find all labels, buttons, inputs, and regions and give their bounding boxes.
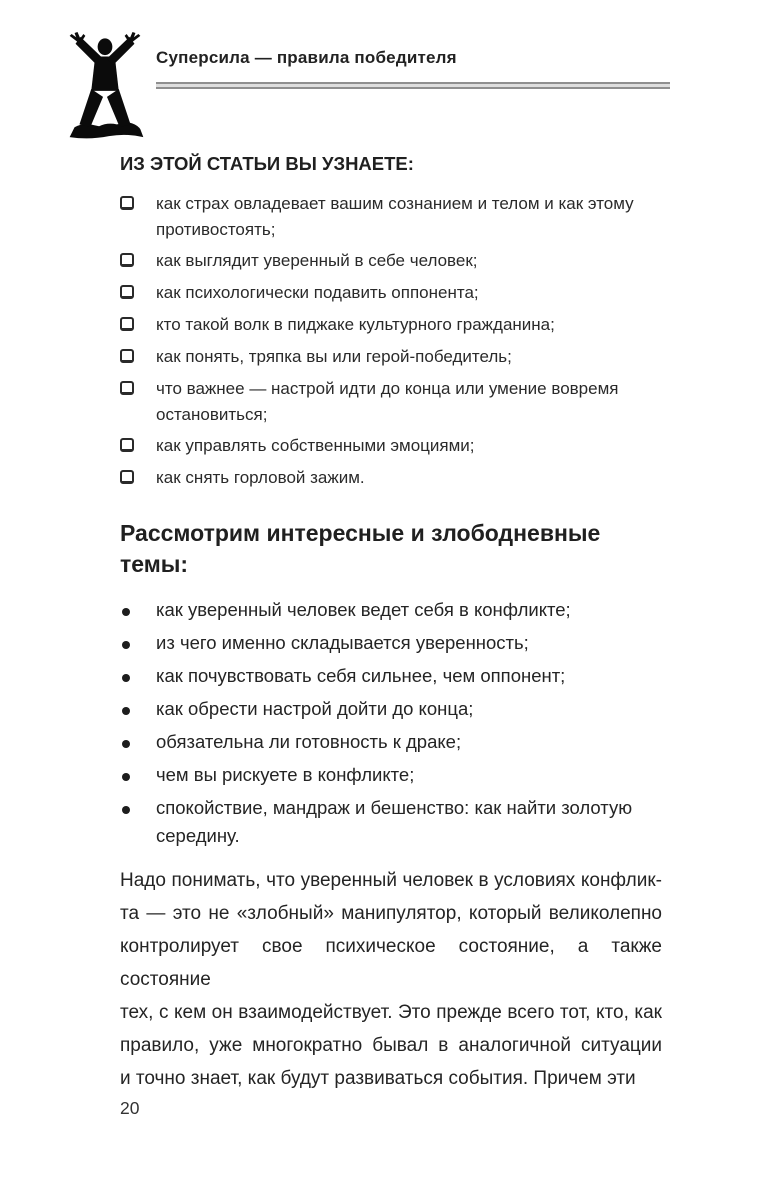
bullet-item-text: чем вы рискуете в конфликте; (156, 764, 415, 785)
checklist-item-text: как снять горловой зажим. (156, 468, 365, 487)
page-content (120, 153, 662, 1095)
paragraph-line: правило, уже многократно бывал в аналогичной ситуации (120, 1035, 662, 1056)
bullet-dot-icon (120, 662, 156, 690)
bullet-list-item (120, 662, 662, 690)
bullet-list-item (120, 728, 662, 756)
bullet-dot-icon (120, 629, 156, 657)
bullet-dot-icon (120, 794, 156, 822)
checkbox-icon (120, 376, 156, 403)
bullet-dot-icon (120, 596, 156, 624)
bullet-list-item (120, 794, 662, 850)
checklist-item (120, 248, 662, 275)
checklist-item (120, 280, 662, 307)
section-heading-topics: Рассмотрим интересные и злободневные темы: (120, 520, 601, 577)
checklist-item-text: что важнее — настрой идти до конца или умение вовремя остановиться; (156, 379, 619, 424)
checkbox-icon (120, 433, 156, 460)
bullet-item-text: спокойствие, мандраж и бешенство: как найти золотую середину. (156, 797, 633, 846)
paragraph-line: тех, с кем он взаимодействует. Это прежде всего тот, кто, как (120, 1002, 662, 1023)
checklist-item (120, 344, 662, 371)
bullet-item-text: как уверенный человек ведет себя в конфликте; (156, 599, 571, 620)
bullet-item-text: как обрести настрой дойти до конца; (156, 698, 474, 719)
checklist-item (120, 433, 662, 460)
running-head-title: Суперсила — правила победителя (156, 48, 457, 67)
bullet-list-item (120, 761, 662, 789)
bullet-list-item (120, 629, 662, 657)
page-number: 20 (120, 1098, 140, 1118)
body-paragraph (120, 864, 662, 1095)
bullet-item-text: обязательна ли готовность к драке; (156, 731, 462, 752)
checklist-item (120, 465, 662, 492)
bullet-list-item (120, 596, 662, 624)
bullet-dot-icon (120, 728, 156, 756)
paragraph-line: и точно знает, как будут развиваться события. Причем эти (120, 1068, 636, 1089)
paragraph-line: контролирует свое психическое состояние, а также состояние (120, 936, 662, 990)
bullet-item-text: из чего именно складывается уверенность; (156, 632, 529, 653)
checkbox-icon (120, 280, 156, 307)
checklist (120, 191, 662, 492)
header-divider-rule (156, 82, 670, 89)
bullet-list (120, 596, 662, 850)
checkbox-icon (120, 344, 156, 371)
checklist-item-text: как выглядит уверенный в себе человек; (156, 251, 478, 270)
checklist-item (120, 312, 662, 339)
checkbox-icon (120, 312, 156, 339)
checklist-item-text: как страх овладевает вашим сознанием и телом и как этому противостоять; (156, 194, 634, 239)
bullet-dot-icon (120, 695, 156, 723)
paragraph-line: Надо понимать, что уверенный человек в условиях конфлик- (120, 870, 662, 891)
victory-man-silhouette-icon (55, 32, 155, 142)
paragraph-line: та — это не «злобный» манипулятор, который великолепно (120, 903, 662, 924)
section-heading-learn: ИЗ ЭТОЙ СТАТЬИ ВЫ УЗНАЕТЕ: (120, 153, 414, 174)
checkbox-icon (120, 248, 156, 275)
bullet-item-text: как почувствовать себя сильнее, чем оппонент; (156, 665, 566, 686)
checklist-item-text: как управлять собственными эмоциями; (156, 436, 475, 455)
checklist-item-text: как понять, тряпка вы или герой-победитель; (156, 347, 512, 366)
bullet-list-item (120, 695, 662, 723)
checklist-item-text: кто такой волк в пиджаке культурного гражданина; (156, 315, 555, 334)
checkbox-icon (120, 191, 156, 218)
checkbox-icon (120, 465, 156, 492)
bullet-dot-icon (120, 761, 156, 789)
checklist-item (120, 376, 662, 428)
checklist-item-text: как психологически подавить оппонента; (156, 283, 479, 302)
checklist-item (120, 191, 662, 243)
